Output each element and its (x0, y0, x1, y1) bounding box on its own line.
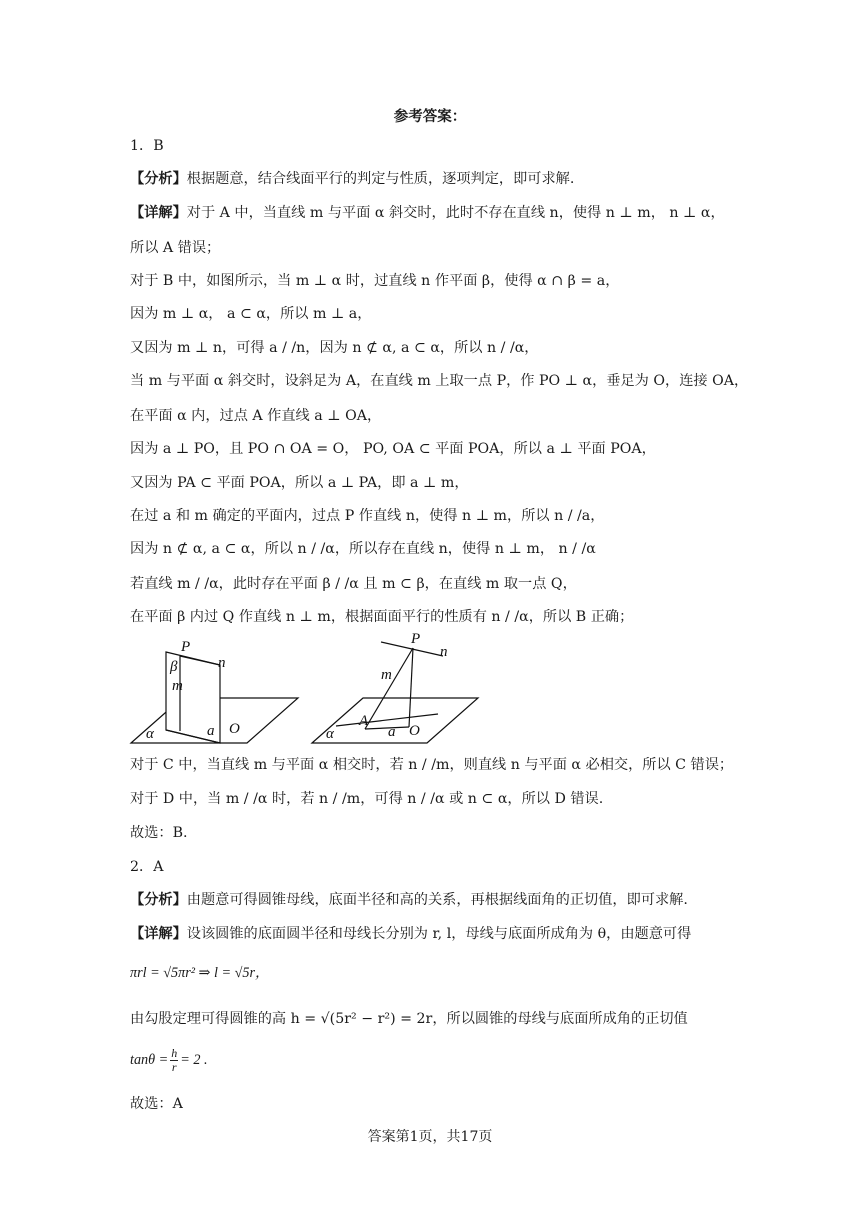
fraction (170, 1047, 178, 1073)
conclusion-line: 故选：A (130, 1096, 183, 1112)
text-line: 对于 D 中，当 m / /α 时，若 n / /m，可得 n / /α 或 n ⊂ α，所以 D 错误. (130, 791, 604, 807)
label-m-left: m (172, 678, 183, 694)
answer-2-label: 2．A (130, 859, 164, 875)
label-P-left: P (181, 639, 191, 655)
left-figure (131, 639, 298, 743)
answer-1-label: 1．B (130, 138, 164, 154)
text-line: 所以 A 错误； (130, 240, 221, 256)
label-m-right: m (381, 667, 392, 683)
page-footer: 答案第1页，共17页 (367, 1129, 493, 1145)
tan-lhs: tanθ = (130, 1051, 169, 1068)
line-PO-right (409, 648, 413, 727)
tan-formula (130, 1047, 208, 1073)
detail-text: 设该圆锥的底面圆半径和母线长分别为 r, l，母线与底面所成角为 θ，由题意可得 (186, 926, 692, 942)
text-line: 因为 m ⊥ α， a ⊂ α，所以 m ⊥ a， (130, 306, 372, 322)
detail-text: 对于 A 中，当直线 m 与平面 α 斜交时，此时不存在直线 n，使得 n ⊥ m， n ⊥ α， (186, 205, 725, 221)
geometry-figures (0, 632, 860, 752)
page-title: 参考答案： (393, 108, 467, 125)
analysis-tag: 【分析】 (130, 892, 187, 908)
fraction-numerator: h (171, 1046, 178, 1060)
analysis-tag: 【分析】 (130, 171, 187, 187)
text-line: 又因为 m ⊥ n，可得 a / /n，因为 n ⊄ α, a ⊂ α，所以 n / /α， (130, 340, 539, 356)
detail-line (130, 927, 691, 941)
text-line: 在平面 α 内，过点 A 作直线 a ⊥ OA， (130, 408, 382, 424)
text-line: 因为 a ⊥ PO，且 PO ∩ OA = O， PO, OA ⊂ 平面 POA，所以 a ⊥ 平面 POA， (130, 441, 656, 457)
text-line: 在平面 β 内过 Q 作直线 n ⊥ m，根据面面平行的性质有 n / /α，所以 B 正确； (130, 609, 634, 625)
label-n-left: n (218, 655, 226, 671)
tan-rhs: = 2 . (180, 1051, 208, 1068)
label-a-left: a (207, 723, 215, 739)
analysis-text: 根据题意，结合线面平行的判定与性质，逐项判定，即可求解. (186, 171, 575, 187)
text-line: 由勾股定理可得圆锥的高 h = √(5r² − r²) = 2r，所以圆锥的母线与底面所成角的正切值 (130, 1011, 688, 1027)
text-line: 在过 a 和 m 确定的平面内，过点 P 作直线 n，使得 n ⊥ m，所以 n / /a， (130, 508, 605, 524)
analysis-text: 由题意可得圆锥母线，底面半径和高的关系，再根据线面角的正切值，即可求解. (186, 892, 688, 908)
label-alpha-left: α (146, 726, 154, 742)
text-line: 对于 C 中，当直线 m 与平面 α 相交时，若 n / /m，则直线 n 与平面 α 必相交，所以 C 错误； (130, 757, 734, 773)
text-line: 当 m 与平面 α 斜交时，设斜足为 A，在直线 m 上取一点 P，作 PO ⊥ α，垂足为 O，连接 OA， (130, 373, 749, 389)
label-alpha-right: α (326, 726, 334, 742)
right-figure (312, 632, 478, 743)
label-beta-left: β (170, 659, 178, 675)
label-n-right: n (440, 644, 448, 660)
conclusion-line: 故选：B. (130, 825, 188, 841)
text-line: 对于 B 中，如图所示，当 m ⊥ α 时，过直线 n 作平面 β，使得 α ∩ β = a， (130, 273, 620, 289)
text-line: 因为 n ⊄ α, a ⊂ α，所以 n / /α，所以存在直线 n，使得 n ⊥ m， n / /α (130, 541, 596, 557)
text-line: 又因为 PA ⊂ 平面 POA，所以 a ⊥ PA，即 a ⊥ m， (130, 475, 469, 491)
label-O-right: O (409, 723, 420, 739)
detail-tag: 【详解】 (130, 926, 187, 942)
line-OA-right (365, 727, 409, 729)
fraction-denominator: r (171, 1059, 177, 1074)
text-line: 若直线 m / /α，此时存在平面 β / /α 且 m ⊂ β，在直线 m 取一点 Q， (130, 576, 577, 592)
detail-tag: 【详解】 (130, 205, 187, 221)
label-P-right: P (411, 632, 421, 647)
line-m-right (365, 648, 413, 729)
label-A-right: A (359, 713, 369, 729)
analysis-line (130, 893, 688, 907)
detail-line (130, 206, 725, 220)
line-a-right (336, 714, 438, 726)
label-O-left: O (229, 721, 240, 737)
analysis-line (130, 172, 574, 186)
formula-line: πrl = √5πr² ⇒ l = √5r， (130, 965, 270, 981)
label-a-right: a (388, 724, 396, 740)
